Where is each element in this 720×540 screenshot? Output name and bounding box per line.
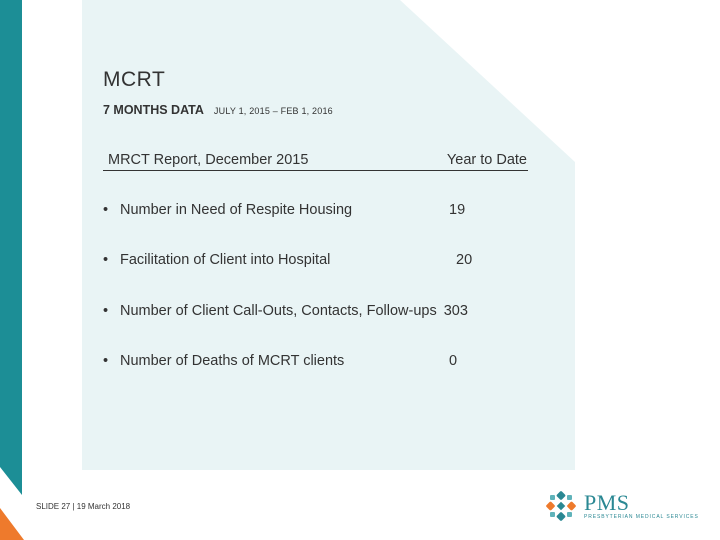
slide-title: MCRT: [103, 68, 166, 91]
logo-name: PMS: [584, 490, 630, 515]
pms-logo-icon: [544, 490, 578, 522]
list-item: [103, 202, 352, 218]
table-header: [103, 152, 528, 171]
corner-accent: [0, 508, 24, 540]
slide-subtitle: [103, 103, 333, 117]
item-value: 0: [449, 353, 458, 369]
list-item: [103, 303, 468, 319]
list-item: [103, 353, 344, 369]
subtitle-label: 7 MONTHS DATA: [103, 103, 204, 117]
bullet-icon: •: [103, 353, 109, 369]
item-label: Number of Deaths of MCRT clients: [120, 353, 345, 369]
subtitle-dates: JULY 1, 2015 – FEB 1, 2016: [213, 106, 333, 116]
report-header-label: MRCT Report, December 2015: [108, 152, 309, 168]
slide-footer: SLIDE 27 | 19 March 2018: [36, 502, 131, 511]
bullet-icon: •: [103, 303, 109, 319]
item-label: Number of Client Call-Outs, Contacts, Follow-ups: [120, 303, 437, 319]
ytd-header-label: Year to Date: [446, 152, 527, 168]
bullet-icon: •: [103, 252, 109, 268]
left-teal-bar: [0, 0, 22, 495]
pms-logo: [544, 488, 704, 524]
logo-tagline: PRESBYTERIAN MEDICAL SERVICES: [584, 514, 699, 520]
bullet-icon: •: [103, 202, 109, 218]
list-item: [103, 252, 330, 268]
item-label: Facilitation of Client into Hospital: [120, 252, 331, 268]
item-value: 20: [456, 252, 473, 268]
item-value: 303: [443, 303, 468, 319]
item-label: Number in Need of Respite Housing: [120, 202, 353, 218]
item-value: 19: [449, 202, 466, 218]
